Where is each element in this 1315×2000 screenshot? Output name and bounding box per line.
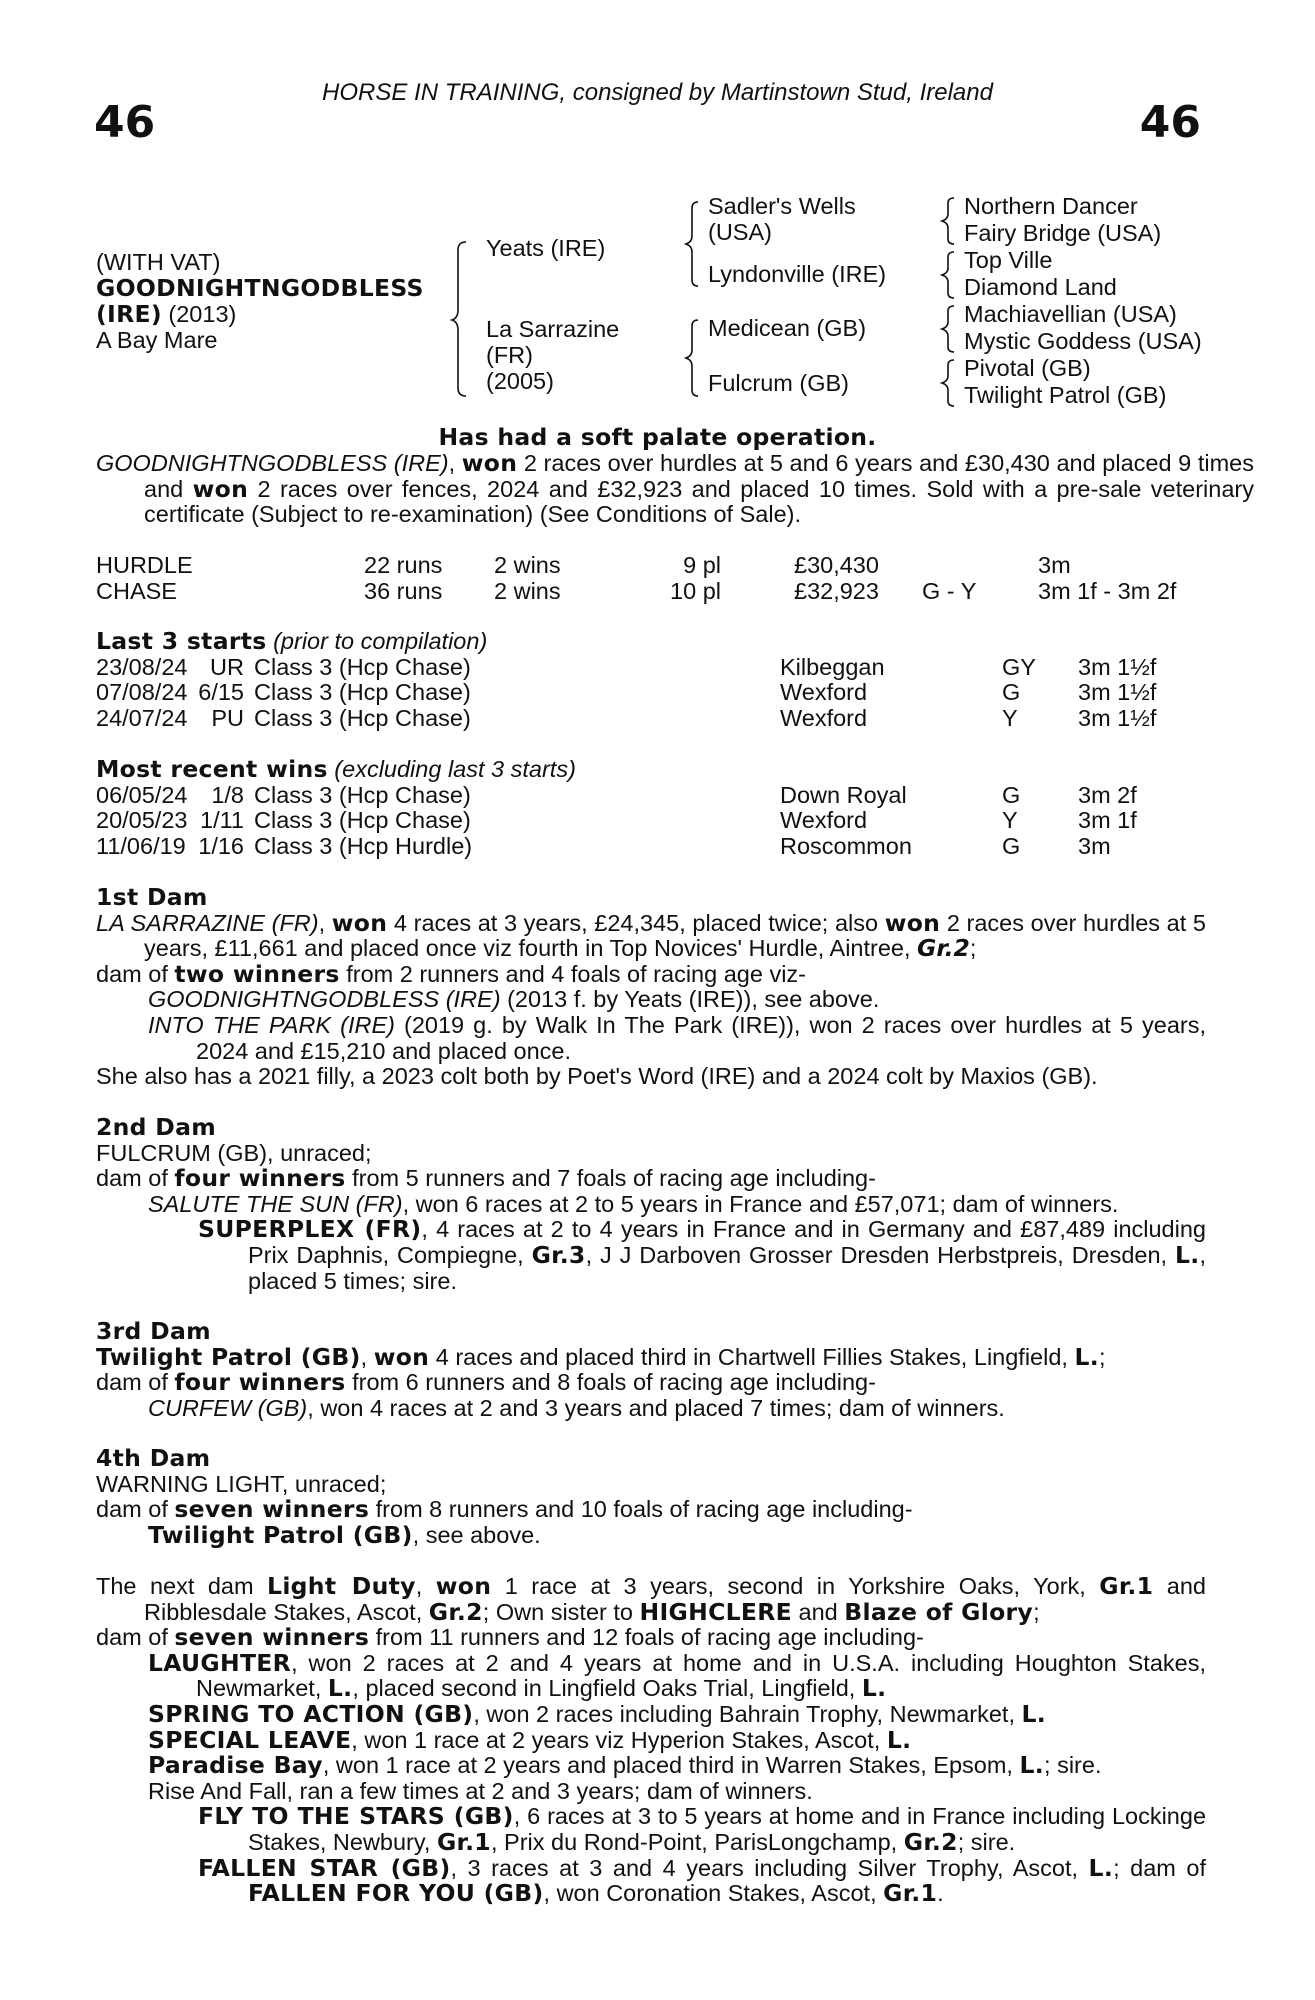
dam-3-produce-1: CURFEW (GB), won 4 races at 2 and 3 years and placed 7 times; dam of winners. xyxy=(148,1394,1005,1421)
dam-1-other-produce: She also has a 2021 filly, a 2023 colt both by Poet's Word (IRE) and a 2024 colt by Maxios (GB). xyxy=(96,1063,1098,1090)
dam-1-section xyxy=(96,885,1206,1090)
next-dam-section xyxy=(96,1574,1206,1907)
dam-2-produce-2: SUPERPLEX (FR), 4 races at 2 to 4 years in France and in Germany and £87,489 including Prix Daphnis, Compiegne, Gr.3, J J Darboven Grosser Dresden Herbstpreis, Dresden, L., placed 5 times; sire. xyxy=(198,1215,1206,1294)
race-record-table xyxy=(96,553,1176,604)
horse-description: A Bay Mare xyxy=(96,327,218,353)
sire-bracket xyxy=(686,200,702,290)
gen3-bracket-2 xyxy=(942,250,956,300)
page-header: HORSE IN TRAINING, consigned by Martinstown Stud, Ireland xyxy=(322,79,993,106)
dam-line2: (FR) xyxy=(486,342,533,368)
most-recent-wins xyxy=(96,757,1206,859)
dam-2-section xyxy=(96,1115,1206,1294)
sire-dam: Lyndonville (IRE) xyxy=(708,261,887,287)
dam-4-produce: dam of seven winners from 8 runners and 10 foals of racing age including- xyxy=(96,1495,913,1524)
gen3-1: Northern Dancer xyxy=(964,193,1138,219)
dam-1-record: LA SARRAZINE (FR), won 4 races at 3 years, £24,345, placed twice; also won 2 races over hurdles at 5 years, £11,661 and placed once viz fourth in Top Novices' Hurdle, Aintree, Gr.2; xyxy=(96,908,1206,963)
dam-1-produce-2: INTO THE PARK (IRE) (2019 g. by Walk In The Park (IRE)), won 2 races over hurdles at 5 years, 2024 and £15,210 and placed once. xyxy=(148,1011,1207,1064)
dam-3-produce: dam of four winners from 6 runners and 8 foals of racing age including- xyxy=(96,1368,876,1397)
gen3-6: Mystic Goddess (USA) xyxy=(964,328,1202,354)
horse-name: GOODNIGHTNGODBLESS xyxy=(96,274,424,302)
sire-sire-line2: (USA) xyxy=(708,219,772,245)
dam-sire: Medicean (GB) xyxy=(708,315,867,341)
dam-2-produce: dam of four winners from 5 runners and 7 foals of racing age including- xyxy=(96,1164,876,1193)
gen3-4: Diamond Land xyxy=(964,274,1117,300)
next-dam-record: The next dam Light Duty, won 1 race at 3 years, second in Yorkshire Oaks, York, Gr.1 and Ribblesdale Stakes, Ascot, Gr.2; Own sister to HIGHCLERE and Blaze of Glory; xyxy=(96,1572,1206,1626)
pedigree-bracket xyxy=(452,240,472,400)
dam-3-section xyxy=(96,1319,1206,1421)
dam-2-heading: 2nd Dam xyxy=(96,1113,217,1141)
next-dam-grandproduce-1: FLY TO THE STARS (GB), 6 races at 3 to 5 years at home and in France including Lockinge Stakes, Newbury, Gr.1, Prix du Rond-Point, ParisLongchamp, Gr.2; sire. xyxy=(198,1802,1207,1856)
vat-label: (WITH VAT) xyxy=(96,249,221,275)
dam-dam: Fulcrum (GB) xyxy=(708,370,849,396)
dam-2-record: FULCRUM (GB), unraced; xyxy=(96,1139,372,1166)
table-row: 11/06/19 1/16 Class 3 (Hcp Hurdle) Roscommon G 3m xyxy=(96,832,1111,859)
dam-bracket xyxy=(686,318,702,398)
gen3-bracket-3 xyxy=(942,304,956,354)
dam-line3: (2005) xyxy=(486,368,554,394)
next-dam-produce: dam of seven winners from 11 runners and 12 foals of racing age including- xyxy=(96,1623,924,1652)
dam-3-record: Twilight Patrol (GB), won 4 races and placed third in Chartwell Fillies Stakes, Lingfield, L.; xyxy=(96,1342,1106,1371)
table-row: HURDLE 22 runs 2 wins 9 pl £30,430 3m xyxy=(96,552,1071,578)
dam-4-heading: 4th Dam xyxy=(96,1444,211,1472)
next-dam-produce-3: SPECIAL LEAVE, won 1 race at 2 years viz Hyperion Stakes, Ascot, L. xyxy=(148,1725,912,1754)
table-row: 20/05/23 1/11 Class 3 (Hcp Chase) Wexford Y 3m 1f xyxy=(96,807,1137,834)
operation-note: Has had a soft palate operation. xyxy=(438,423,877,451)
next-dam-produce-2: SPRING TO ACTION (GB), won 2 races including Bahrain Trophy, Newmarket, L. xyxy=(148,1699,1047,1728)
last-3-heading: Last 3 starts (prior to compilation) xyxy=(96,627,488,655)
dam-line1: La Sarrazine xyxy=(486,316,620,342)
dam-1-produce-1: GOODNIGHTNGODBLESS (IRE) (2013 f. by Yeats (IRE)), see above. xyxy=(148,986,880,1013)
gen3-7: Pivotal (GB) xyxy=(964,355,1091,381)
next-dam-produce-5: Rise And Fall, ran a few times at 2 and 3 years; dam of winners. xyxy=(148,1777,813,1804)
last-3-starts xyxy=(96,629,1206,731)
next-dam-produce-4: Paradise Bay, won 1 race at 2 years and placed third in Warren Stakes, Epsom, L.; sire. xyxy=(148,1751,1102,1780)
table-row: 23/08/24 UR Class 3 (Hcp Chase) Kilbeggan GY 3m 1½f xyxy=(96,653,1157,680)
recent-heading: Most recent wins (excluding last 3 starts) xyxy=(96,755,576,783)
gen3-8: Twilight Patrol (GB) xyxy=(964,382,1167,408)
lot-number-left: 46 xyxy=(94,97,156,148)
gen3-5: Machiavellian (USA) xyxy=(964,301,1177,327)
gen3-2: Fairy Bridge (USA) xyxy=(964,220,1162,246)
next-dam-produce-1: LAUGHTER, won 2 races at 2 and 4 years at home and in U.S.A. including Houghton Stakes, Newmarket, L., placed second in Lingfield Oaks Trial, Lingfield, L. xyxy=(148,1648,1206,1703)
gen3-bracket-4 xyxy=(942,358,956,408)
table-row: CHASE 36 runs 2 wins 10 pl £32,923 G - Y 3m 1f - 3m 2f xyxy=(96,577,1177,604)
lot-number-right: 46 xyxy=(1139,97,1201,148)
table-row: 07/08/24 6/15 Class 3 (Hcp Chase) Wexford G 3m 1½f xyxy=(96,679,1157,706)
dam-4-record: WARNING LIGHT, unraced; xyxy=(96,1470,387,1497)
table-row: 24/07/24 PU Class 3 (Hcp Chase) Wexford Y 3m 1½f xyxy=(96,704,1157,731)
dam-4-produce-1: Twilight Patrol (GB), see above. xyxy=(148,1520,541,1549)
dam-3-heading: 3rd Dam xyxy=(96,1317,211,1345)
sire: Yeats (IRE) xyxy=(486,235,606,261)
dam-4-section xyxy=(96,1446,1206,1548)
next-dam-grandproduce-2: FALLEN STAR (GB), 3 races at 3 and 4 years including Silver Trophy, Ascot, L.; dam of FALLEN FOR YOU (GB), won Coronation Stakes, Ascot, Gr.1. xyxy=(198,1853,1206,1908)
gen3-3: Top Ville xyxy=(964,247,1053,273)
summary-paragraph: GOODNIGHTNGODBLESS (IRE), won 2 races over hurdles at 5 and 6 years and £30,430 and placed 9 times and won 2 races over fences, 2024 and £32,923 and placed 10 times. Sold with a pre-sale veterinary certificate (Subject to re-examination) (See Conditions of Sale). xyxy=(96,449,1254,528)
dam-1-heading: 1st Dam xyxy=(96,883,208,911)
horse-name-suffix: (IRE) (2013) xyxy=(96,300,237,328)
table-row: 06/05/24 1/8 Class 3 (Hcp Chase) Down Royal G 3m 2f xyxy=(96,781,1137,808)
sire-sire-line1: Sadler's Wells xyxy=(708,193,856,219)
gen3-bracket-1 xyxy=(942,196,956,246)
dam-1-produce: dam of two winners from 2 runners and 4 foals of racing age viz- xyxy=(96,959,807,988)
dam-2-produce-1: SALUTE THE SUN (FR), won 6 races at 2 to 5 years in France and £57,071; dam of winners. xyxy=(148,1190,1119,1217)
